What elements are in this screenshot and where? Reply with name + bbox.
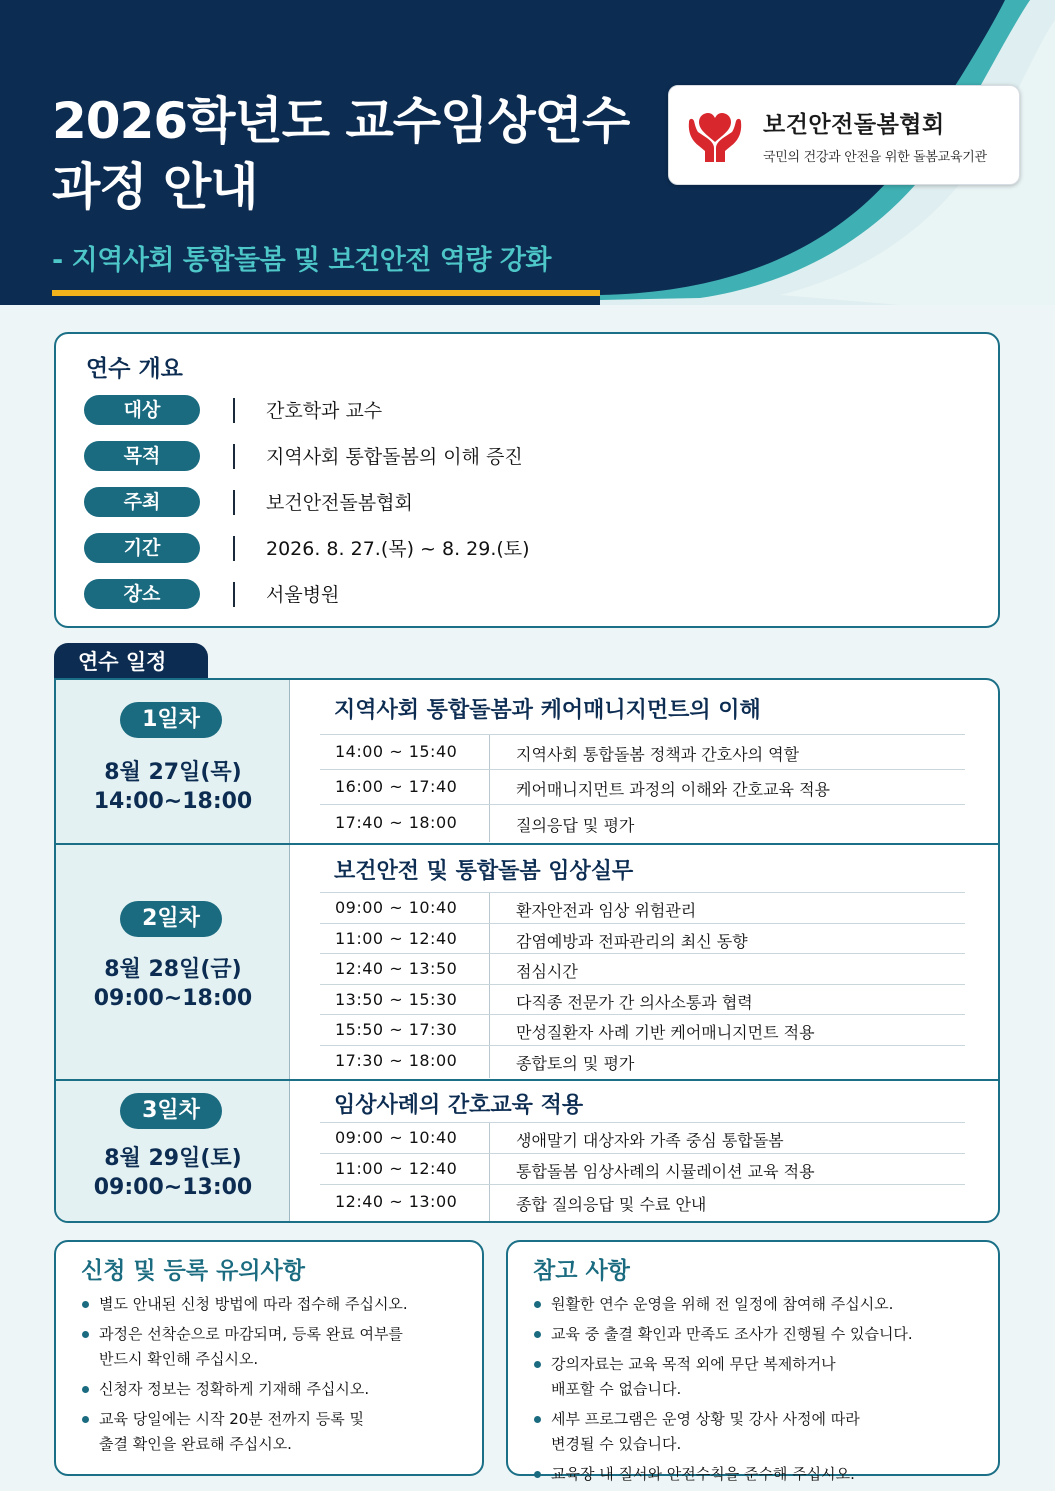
registration-notes-box — [54, 1240, 484, 1476]
divider — [489, 1046, 490, 1078]
list-item: 교육 중 출결 확인과 만족도 조사가 진행될 수 있습니다. — [532, 1322, 913, 1347]
session-time: 17:40 ~ 18:00 — [335, 813, 458, 832]
overview-row-venue — [84, 579, 964, 609]
session-time: 14:00 ~ 15:40 — [335, 742, 458, 761]
organization-description: 국민의 건강과 안전을 위한 돌봄교육기관 — [763, 150, 987, 165]
session-time: 09:00 ~ 10:40 — [335, 898, 458, 917]
session-topic: 케어매니지먼트 과정의 이해와 간호교육 적용 — [516, 780, 831, 799]
header-banner — [0, 0, 1055, 305]
list-item: 교육장 내 질서와 안전수칙을 준수해 주십시오. — [532, 1462, 913, 1487]
list-item: 별도 안내된 신청 방법에 따라 접수해 주십시오. — [80, 1292, 408, 1317]
divider — [489, 1185, 490, 1221]
heart-hands-icon — [685, 108, 745, 164]
session-time: 13:50 ~ 15:30 — [335, 990, 458, 1009]
session-row — [320, 734, 965, 769]
day-date: 8월 28일(금) — [104, 957, 242, 982]
session-row — [320, 1122, 965, 1153]
session-topic: 지역사회 통합돌봄 정책과 간호사의 역할 — [516, 745, 800, 764]
page-subtitle: - 지역사회 통합돌봄 및 보건안전 역량 강화 — [52, 245, 551, 276]
overview-row-period — [84, 533, 964, 563]
overview-label: 목적 — [84, 441, 200, 471]
registration-notes-list — [80, 1292, 408, 1462]
divider — [489, 1123, 490, 1154]
session-row — [320, 953, 965, 984]
session-topic: 종합 질의응답 및 수료 안내 — [516, 1195, 707, 1214]
list-item: 강의자료는 교육 목적 외에 무단 복제하거나 배포할 수 없습니다. — [532, 1352, 913, 1402]
list-item: 과정은 선착순으로 마감되며, 등록 완료 여부를 반드시 확인해 주십시오. — [80, 1322, 408, 1372]
divider — [489, 954, 490, 985]
day-date: 8월 29일(토) — [104, 1146, 242, 1171]
overview-value: 간호학과 교수 — [266, 400, 383, 422]
title-line-1: 2026학년도 교수임상연수 — [52, 92, 630, 150]
schedule-section — [54, 678, 1000, 1223]
list-item: 교육 당일에는 시작 20분 전까지 등록 및 출결 확인을 완료해 주십시오. — [80, 1407, 408, 1457]
overview-title: 연수 개요 — [86, 356, 183, 382]
session-time: 16:00 ~ 17:40 — [335, 777, 458, 796]
session-topic: 환자안전과 임상 위험관리 — [516, 901, 697, 920]
day-1-block — [56, 680, 998, 843]
divider — [489, 735, 490, 770]
session-topic: 감염예방과 전파관리의 최신 동향 — [516, 932, 748, 951]
reference-notes-list — [532, 1292, 913, 1491]
divider — [489, 924, 490, 954]
session-topic: 통합돌봄 임상사례의 시뮬레이션 교육 적용 — [516, 1162, 815, 1181]
day-title: 임상사례의 간호교육 적용 — [334, 1093, 584, 1118]
session-topic: 질의응답 및 평가 — [516, 816, 635, 835]
list-item: 신청자 정보는 정확하게 기재해 주십시오. — [80, 1377, 408, 1402]
day-badge: 3일차 — [120, 1093, 222, 1129]
day-time: 09:00~13:00 — [93, 1175, 253, 1200]
reference-notes-box — [506, 1240, 1000, 1483]
divider — [233, 536, 235, 561]
schedule-tab: 연수 일정 — [54, 643, 208, 681]
overview-value: 2026. 8. 27.(목) ~ 8. 29.(토) — [266, 538, 530, 560]
session-time: 11:00 ~ 12:40 — [335, 1159, 458, 1178]
day-time: 09:00~18:00 — [93, 986, 253, 1011]
session-row — [320, 892, 965, 923]
overview-value: 서울병원 — [266, 584, 340, 606]
session-time: 17:30 ~ 18:00 — [335, 1051, 458, 1070]
day-title: 지역사회 통합돌봄과 케어매니지먼트의 이해 — [334, 698, 761, 723]
day-summary — [56, 680, 290, 843]
session-topic: 점심시간 — [516, 962, 578, 981]
session-row — [320, 984, 965, 1014]
overview-section — [54, 332, 1000, 628]
divider — [489, 770, 490, 805]
session-row — [320, 1045, 965, 1077]
session-topic: 종합토의 및 평가 — [516, 1054, 635, 1073]
session-time: 15:50 ~ 17:30 — [335, 1020, 458, 1039]
list-item: 세부 프로그램은 운영 상황 및 강사 사정에 따라 변경될 수 있습니다. — [532, 1407, 913, 1457]
accent-line — [52, 290, 600, 296]
divider — [489, 985, 490, 1015]
session-time: 09:00 ~ 10:40 — [335, 1128, 458, 1147]
divider — [233, 444, 235, 469]
session-topic: 다직종 전문가 간 의사소통과 협력 — [516, 993, 753, 1012]
day-title: 보건안전 및 통합돌봄 임상실무 — [334, 859, 634, 884]
overview-label: 기간 — [84, 533, 200, 563]
session-time: 12:40 ~ 13:50 — [335, 959, 458, 978]
day-summary — [56, 1081, 290, 1221]
session-time: 12:40 ~ 13:00 — [335, 1192, 458, 1211]
organization-name: 보건안전돌봄협회 — [763, 112, 945, 138]
divider — [489, 805, 490, 842]
session-row — [320, 1014, 965, 1045]
reference-notes-title: 참고 사항 — [533, 1258, 630, 1284]
session-time: 11:00 ~ 12:40 — [335, 929, 458, 948]
session-row — [320, 1153, 965, 1184]
session-row — [320, 1184, 965, 1220]
day-time: 14:00~18:00 — [93, 789, 253, 814]
divider — [233, 490, 235, 515]
divider — [489, 1015, 490, 1046]
divider — [489, 1154, 490, 1185]
day-summary — [56, 845, 290, 1079]
day-date: 8월 27일(목) — [104, 760, 242, 785]
divider — [233, 398, 235, 423]
page-title — [52, 88, 629, 220]
day-badge: 2일차 — [120, 901, 222, 937]
overview-label: 주최 — [84, 487, 200, 517]
registration-notes-title: 신청 및 등록 유의사항 — [81, 1258, 305, 1284]
session-topic: 만성질환자 사례 기반 케어매니지먼트 적용 — [516, 1023, 815, 1042]
day-2-block — [56, 845, 998, 1079]
overview-row-purpose — [84, 441, 964, 471]
overview-value: 보건안전돌봄협회 — [266, 492, 413, 514]
overview-value: 지역사회 통합돌봄의 이해 증진 — [266, 446, 523, 468]
divider — [489, 893, 490, 924]
divider — [233, 582, 235, 607]
session-row — [320, 804, 965, 841]
title-line-2: 과정 안내 — [52, 158, 258, 216]
organization-logo-card — [668, 85, 1020, 185]
day-badge: 1일차 — [120, 702, 222, 738]
session-row — [320, 769, 965, 804]
overview-label: 대상 — [84, 395, 200, 425]
overview-label: 장소 — [84, 579, 200, 609]
overview-row-host — [84, 487, 964, 517]
list-item: 원활한 연수 운영을 위해 전 일정에 참여해 주십시오. — [532, 1292, 913, 1317]
session-topic: 생애말기 대상자와 가족 중심 통합돌봄 — [516, 1131, 784, 1150]
session-row — [320, 923, 965, 953]
day-3-block — [56, 1081, 998, 1221]
overview-row-target — [84, 395, 964, 425]
